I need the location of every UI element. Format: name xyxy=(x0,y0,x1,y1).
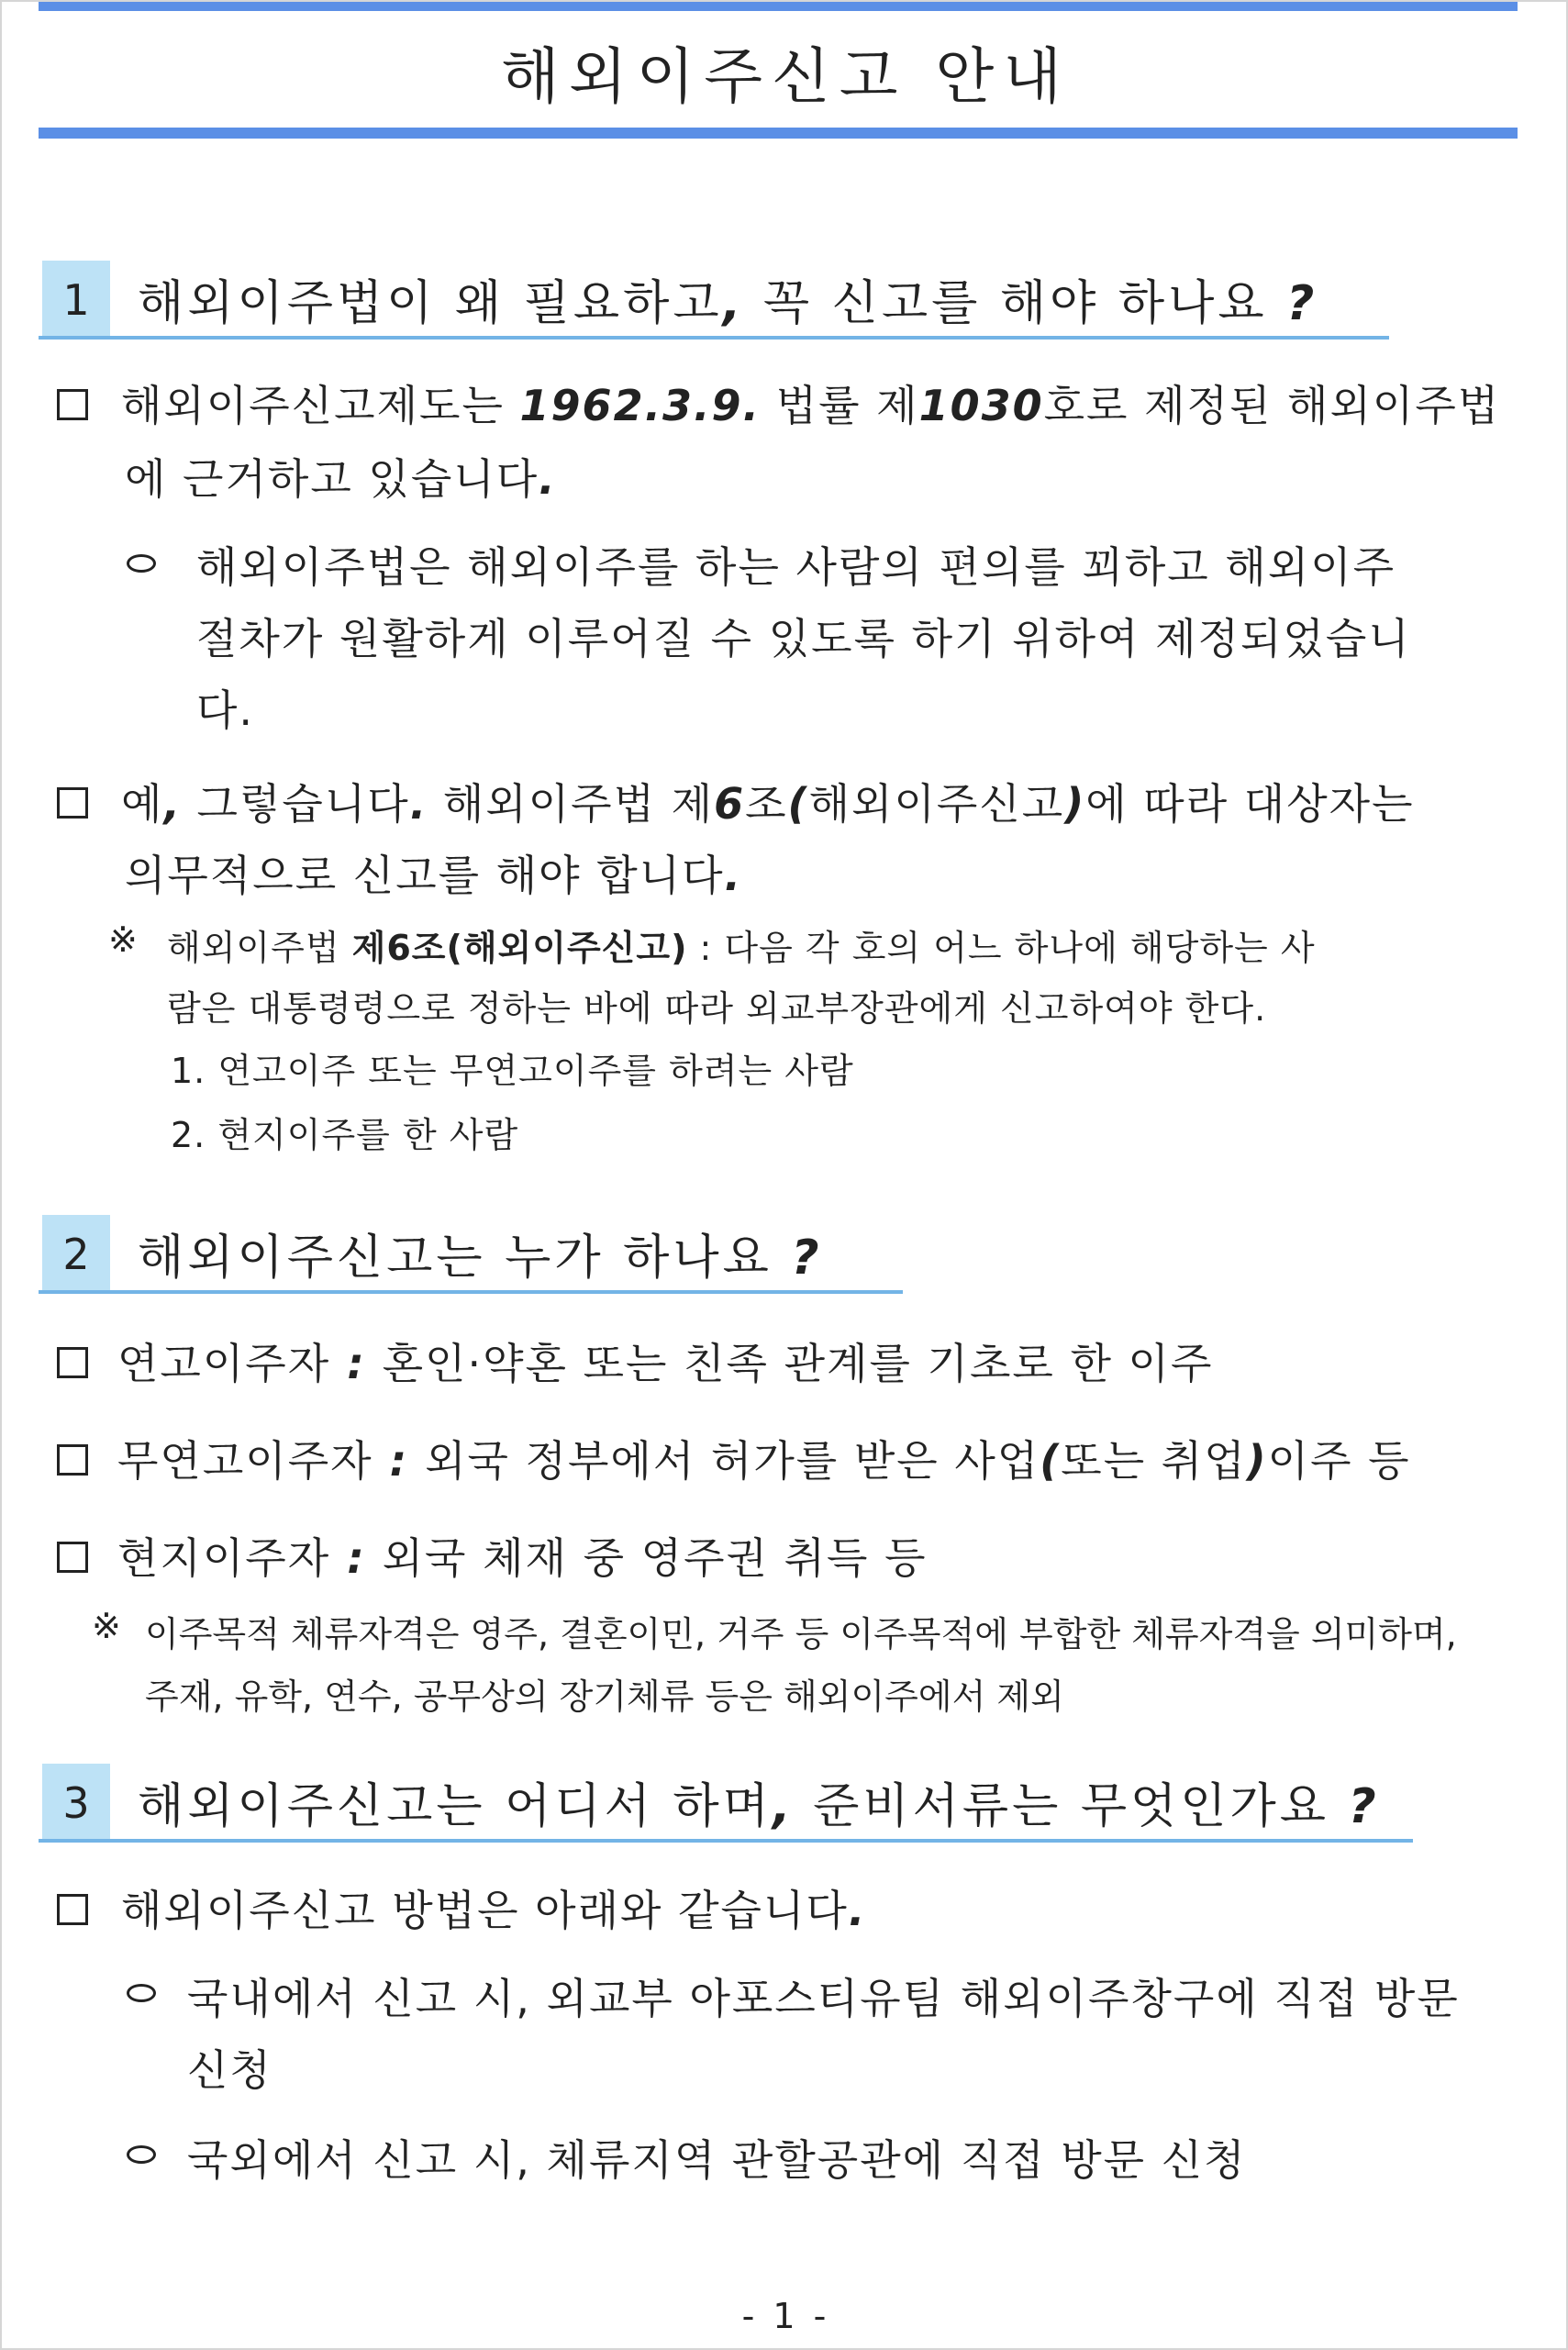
section-3-heading xyxy=(39,1760,1413,1843)
section-number: 3 xyxy=(42,1764,110,1839)
section-2-heading xyxy=(39,1211,903,1294)
note-mark: ※ xyxy=(108,919,139,960)
paragraph-line: 의무적으로 신고를 해야 합니다. xyxy=(125,851,743,900)
checkbox-bullet-icon xyxy=(57,1444,88,1479)
checkbox-bullet-icon xyxy=(57,1894,88,1929)
checkbox-bullet-icon xyxy=(57,1542,88,1576)
section-number: 2 xyxy=(42,1215,110,1290)
note-line: 주재, 유학, 연수, 공무상의 장기체류 등은 해외이주에서 제외 xyxy=(145,1676,1064,1717)
section-number: 1 xyxy=(42,261,110,336)
note-list-item: 2. 현지이주를 한 사람 xyxy=(171,1115,519,1155)
paragraph-line: 국내에서 신고 시, 외교부 아포스티유팀 해외이주창구에 직접 방문 xyxy=(187,1974,1460,2023)
paragraph-line: 에 근거하고 있습니다. xyxy=(125,454,557,504)
checkbox-bullet-icon xyxy=(57,389,88,424)
note-line: 람은 대통령령으로 정하는 바에 따라 외교부장관에게 신고하여야 한다. xyxy=(167,988,1267,1029)
paragraph-line: 해외이주신고제도는 1962.3.9. 법률 제1030호로 제정된 해외이주법 xyxy=(121,381,1501,430)
section-underline xyxy=(39,1839,1413,1843)
paragraph-line: 절차가 원활하게 이루어질 수 있도록 하기 위하여 제정되었습니 xyxy=(196,614,1411,663)
section-underline xyxy=(39,336,1389,340)
section-1-heading xyxy=(39,257,1389,340)
note-line: 해외이주법 제6조(해외이주신고) : 다음 각 호의 어느 하나에 해당하는 사 xyxy=(167,928,1316,968)
checkbox-bullet-icon xyxy=(57,1347,88,1382)
circle-bullet-icon xyxy=(127,2145,156,2167)
circle-bullet-icon xyxy=(127,554,156,576)
paragraph-line: 해외이주법은 해외이주를 하는 사람의 편의를 꾀하고 해외이주 xyxy=(196,542,1396,592)
section-title: 해외이주신고는 어디서 하며, 준비서류는 무엇인가요 ? xyxy=(138,1779,1380,1834)
page-number: - 1 - xyxy=(741,2296,830,2336)
page-title: 해외이주신고 안내 xyxy=(500,41,1072,112)
note-mark: ※ xyxy=(92,1606,121,1646)
note-line: 이주목적 체류자격은 영주, 결혼이민, 거주 등 이주목적에 부합한 체류자격을 의미하며, xyxy=(145,1614,1457,1654)
paragraph-line: 예, 그렇습니다. 해외이주법 제6조(해외이주신고)에 따라 대상자는 xyxy=(121,779,1415,829)
section-underline xyxy=(39,1290,903,1294)
title-rule xyxy=(39,128,1518,139)
paragraph-line: 다. xyxy=(196,685,255,735)
note-list-item: 1. 연고이주 또는 무연고이주를 하려는 사람 xyxy=(171,1051,854,1091)
circle-bullet-icon xyxy=(127,1984,156,2006)
list-item: 무연고이주자 : 외국 정부에서 허가를 받은 사업(또는 취업)이주 등 xyxy=(117,1436,1411,1486)
section-title: 해외이주신고는 누가 하나요 ? xyxy=(138,1231,823,1286)
paragraph-line: 신청 xyxy=(187,2045,272,2095)
list-item: 연고이주자 : 혼인·약혼 또는 친족 관계를 기초로 한 이주 xyxy=(117,1339,1214,1388)
list-item: 현지이주자 : 외국 체재 중 영주권 취득 등 xyxy=(117,1533,928,1583)
paragraph-line: 해외이주신고 방법은 아래와 같습니다. xyxy=(121,1886,867,1935)
checkbox-bullet-icon xyxy=(57,787,88,822)
top-rule xyxy=(39,2,1518,11)
section-title: 해외이주법이 왜 필요하고, 꼭 신고를 해야 하나요 ? xyxy=(138,276,1318,331)
paragraph-line: 국외에서 신고 시, 체류지역 관할공관에 직접 방문 신청 xyxy=(187,2135,1247,2185)
